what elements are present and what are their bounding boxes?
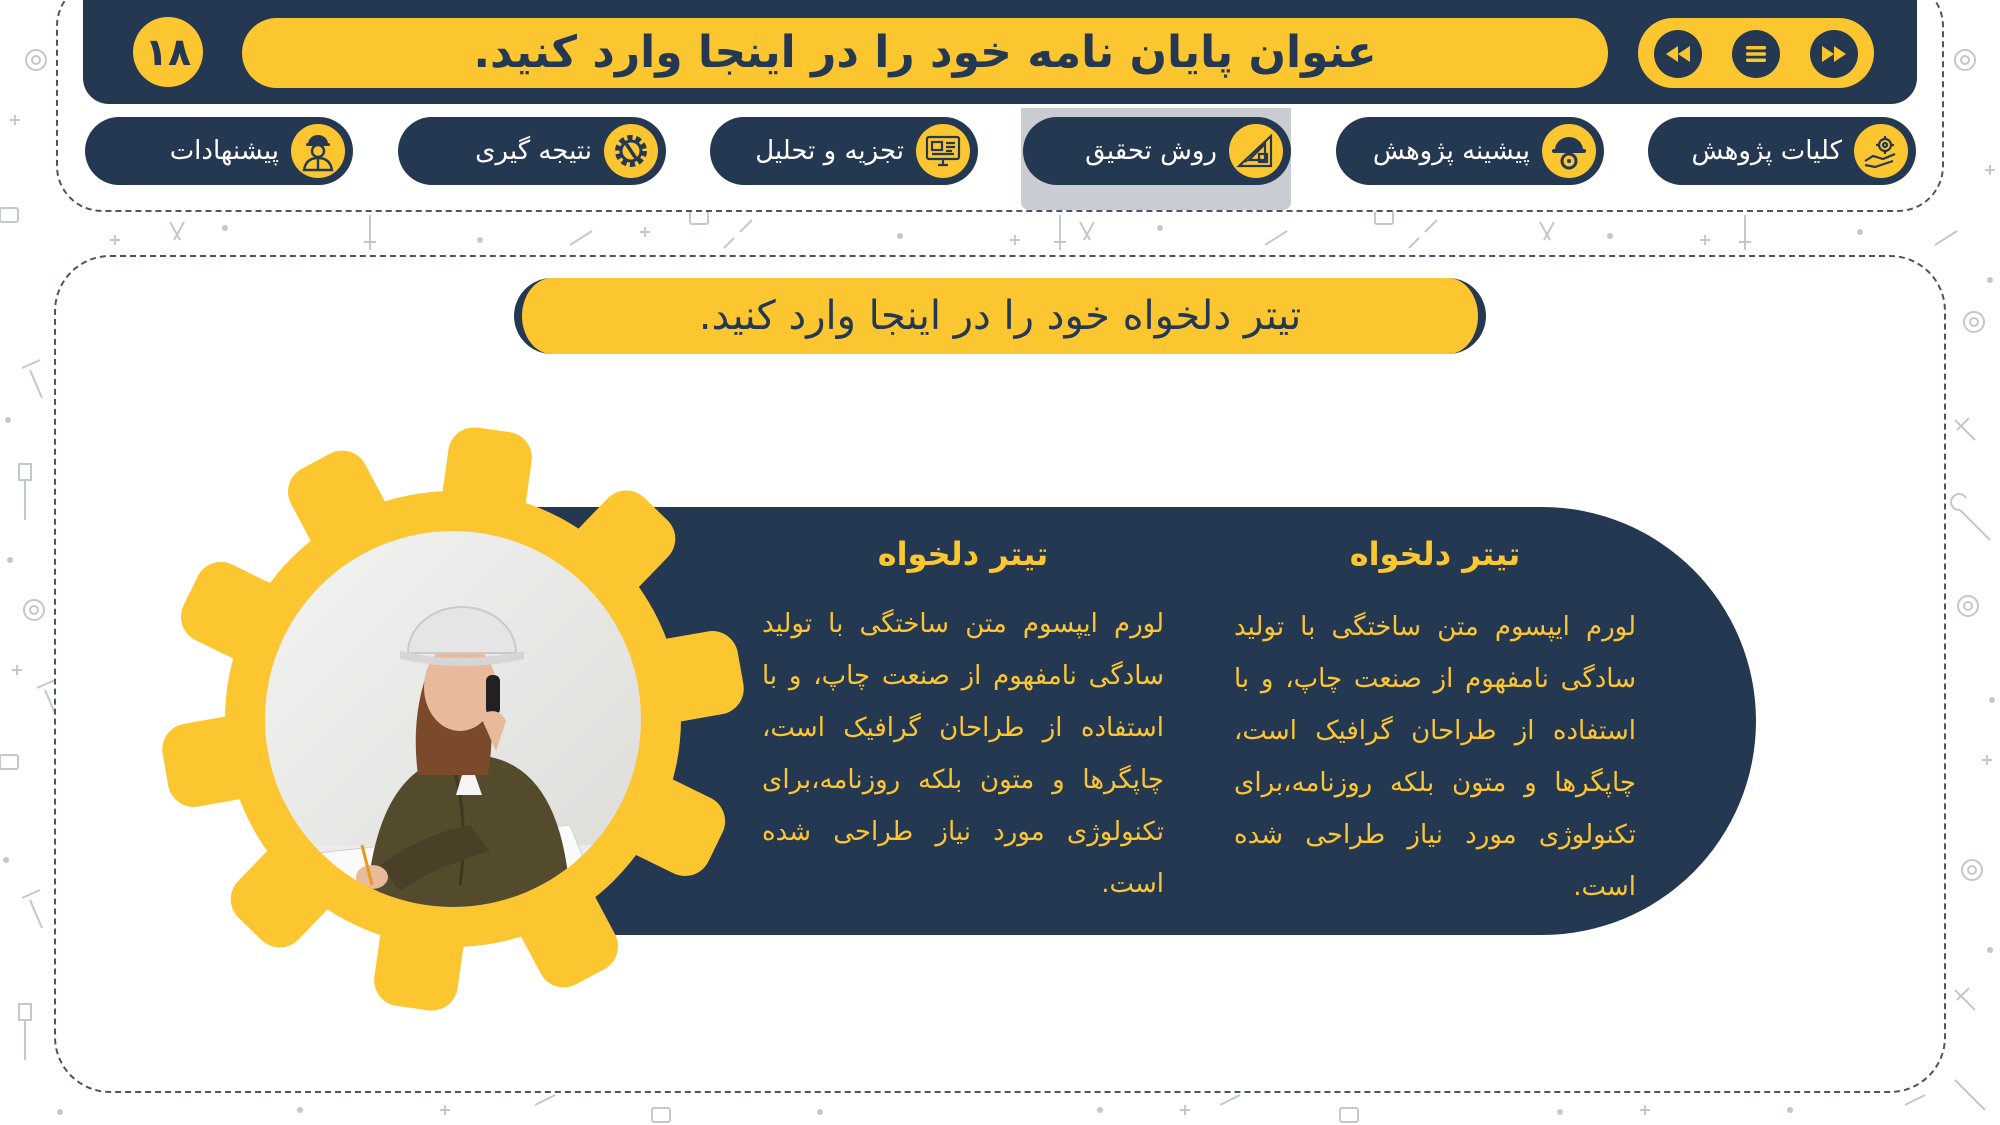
ruler-blueprint-icon — [1235, 130, 1277, 172]
pliers-pattern-icon — [170, 222, 184, 240]
tab-literature-review[interactable] — [1336, 117, 1604, 185]
toolbox-pattern-icon — [652, 1108, 670, 1122]
tab-research-method[interactable] — [1023, 117, 1291, 185]
fast-forward-icon — [1821, 44, 1847, 64]
hammer-pattern-icon — [22, 890, 42, 928]
tab-conclusion[interactable] — [398, 117, 666, 185]
hammer-pattern-icon — [22, 360, 42, 398]
tab-label: کلیات پژوهش — [1691, 136, 1842, 166]
previous-button[interactable] — [1654, 30, 1702, 78]
toolbox-pattern-icon — [1375, 210, 1393, 224]
wrench-pattern-icon — [535, 1095, 555, 1105]
section-subtitle: تیتر دلخواه خود را در اینجا وارد کنید. — [514, 278, 1486, 354]
column-title-left: تیتر دلخواه — [877, 535, 1049, 573]
gear-photo-frame — [150, 425, 750, 1025]
tab-research-overview[interactable] — [1648, 117, 1916, 185]
gear-pattern-icon — [24, 600, 44, 620]
gear-pattern-icon — [1964, 312, 1984, 332]
gear-tooth — [371, 893, 469, 1014]
wrench-pattern-icon — [1935, 231, 1957, 245]
tab-suggestions[interactable] — [85, 117, 353, 185]
tab-label: تجزیه و تحلیل — [755, 136, 904, 166]
menu-button[interactable] — [1732, 30, 1780, 78]
pliers-pattern-icon — [1080, 222, 1094, 240]
column-body-right: لورم ایپسوم متن ساختگی با تولید سادگی نامفهوم از صنعت چاپ، و با استفاده از طراحان گرافیک است، چاپگرها و متون بلکه روزنامه،برای تکنولوژی مورد نیاز طراحی شده است. — [1234, 612, 1636, 902]
tab-label: نتیجه گیری — [475, 136, 592, 166]
tab-label: پیشینه پژوهش — [1372, 136, 1530, 166]
column-title-right: تیتر دلخواه — [1349, 535, 1521, 573]
page-number: ۱۸ — [133, 17, 203, 87]
engineer-icon — [297, 130, 339, 172]
tab-label: روش تحقیق — [1085, 136, 1217, 166]
toolbox-pattern-icon — [0, 208, 18, 222]
screwdriver-pattern-icon — [1955, 988, 1975, 1010]
wrench-pattern-icon — [1905, 1095, 1925, 1105]
wrench-pattern-icon — [1951, 494, 1990, 540]
gear-pattern-icon — [1958, 596, 1978, 616]
hand-gear-icon — [1861, 131, 1901, 171]
screwdriver-pattern-icon — [19, 1004, 31, 1060]
pliers-pattern-icon — [1540, 222, 1554, 240]
gear-tooth — [437, 425, 535, 545]
tab-analysis[interactable] — [710, 117, 978, 185]
wrench-pattern-icon — [1220, 1095, 1240, 1105]
screwdriver-pattern-icon — [724, 220, 752, 248]
wrench-pattern-icon — [1955, 1080, 1985, 1110]
wrench-pattern-icon — [1265, 231, 1287, 245]
screwdriver-pattern-icon — [1739, 215, 1751, 250]
screwdriver-pattern-icon — [1054, 215, 1066, 250]
gear-pattern-icon — [1962, 860, 1982, 880]
gear-wrench-icon — [610, 130, 652, 172]
wrench-pattern-icon — [570, 231, 592, 245]
column-body-left: لورم ایپسوم متن ساختگی با تولید سادگی نامفهوم از صنعت چاپ، و با استفاده از طراحان گرافیک است، چاپگرها و متون بلکه روزنامه،برای تکنولوژی مورد نیاز طراحی شده است. — [762, 609, 1164, 899]
toolbox-pattern-icon — [1340, 1108, 1358, 1122]
monitor-chart-icon — [922, 130, 964, 172]
toolbox-pattern-icon — [0, 755, 18, 769]
screwdriver-pattern-icon — [364, 215, 376, 250]
screwdriver-pattern-icon — [1409, 220, 1437, 248]
slide-navigation — [1638, 18, 1874, 88]
next-button[interactable] — [1810, 30, 1858, 78]
tab-label: پیشنهادات — [169, 136, 279, 166]
menu-icon — [1745, 44, 1767, 64]
rewind-icon — [1665, 44, 1691, 64]
gear-pattern-icon — [1955, 50, 1975, 70]
screwdriver-pattern-icon — [19, 464, 31, 520]
toolbox-pattern-icon — [690, 210, 708, 224]
gear-pattern-icon — [26, 50, 46, 70]
hardhat-gear-icon — [1548, 130, 1590, 172]
page-title: عنوان پایان نامه خود را در اینجا وارد کنید. — [242, 18, 1608, 88]
screwdriver-pattern-icon — [1955, 418, 1975, 440]
